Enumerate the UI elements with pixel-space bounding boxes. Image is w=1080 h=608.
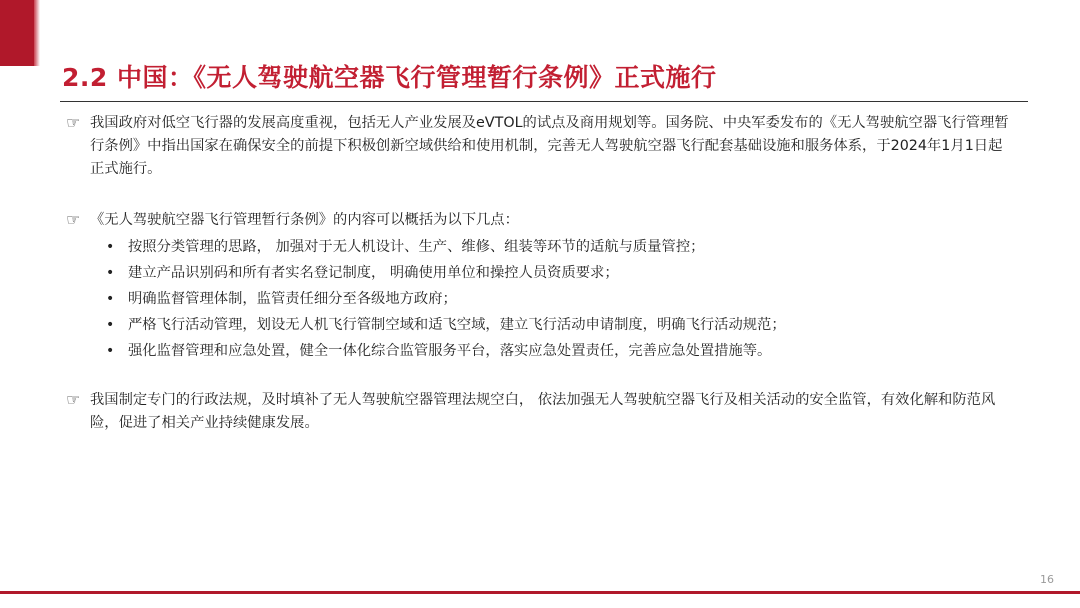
bullet-text: 明确监督管理体制，监管责任细分至各级地方政府； xyxy=(128,291,457,307)
bullet-dot: • xyxy=(106,239,115,255)
corner-accent-fade xyxy=(34,0,40,66)
bullet-item xyxy=(66,312,1016,338)
section-paragraph: 我国制定专门的行政法规，及时填补了无人驾驶航空器管理法规空白， 依法加强无人驾驶航空器飞行及相关活动的安全监管，有效化解和防范风险，促进了相关产业持续健康发展。 xyxy=(90,392,996,431)
bullet-text: 严格飞行活动管理，划设无人机飞行管制空域和适飞空域，建立飞行活动申请制度，明确飞行活动规范； xyxy=(128,317,786,333)
bullet-item xyxy=(66,338,1016,364)
bullet-text: 强化监督管理和应急处置，健全一体化综合监管服务平台，落实应急处置责任，完善应急处置措施等。 xyxy=(128,343,772,359)
section-conclusion xyxy=(66,389,1016,435)
footer-bar xyxy=(0,591,1080,594)
section-policy-overview xyxy=(66,112,1016,181)
bullet-dot: • xyxy=(106,343,115,359)
page-title: 2.2 中国：《无人驾驶航空器飞行管理暂行条例》正式施行 xyxy=(62,63,717,92)
bullet-item xyxy=(66,286,1016,312)
bullet-text: 按照分类管理的思路， 加强对于无人机设计、生产、维修、组装等环节的适航与质量管控； xyxy=(128,239,705,255)
pointing-hand-icon: ☞ xyxy=(66,390,81,409)
pointing-hand-icon: ☞ xyxy=(66,113,81,132)
bullet-item xyxy=(66,234,1016,260)
bullet-item xyxy=(66,260,1016,286)
pointing-hand-icon: ☞ xyxy=(66,210,81,229)
section-paragraph: 我国政府对低空飞行器的发展高度重视，包括无人产业发展及eVTOL的试点及商用规划等。国务院、中央军委发布的《无人驾驶航空器飞行管理暂行条例》中指出国家在确保安全的前提下积极创新空域供给和使用机制，完善无人驾驶航空器飞行配套基础设施和服务体系，于2024年1月1日起正式施行。 xyxy=(90,115,1009,177)
bullet-dot: • xyxy=(106,291,115,307)
bullet-text: 建立产品识别码和所有者实名登记制度， 明确使用单位和操控人员资质要求； xyxy=(128,265,619,281)
section-regulation-points xyxy=(66,209,1016,364)
bullet-dot: • xyxy=(106,317,115,333)
page-number: 16 xyxy=(1040,573,1054,586)
bullet-dot: • xyxy=(106,265,115,281)
title-divider xyxy=(60,101,1028,102)
section-intro: 《无人驾驶航空器飞行管理暂行条例》的内容可以概括为以下几点： xyxy=(90,212,519,228)
bullet-list xyxy=(66,234,1016,364)
corner-accent-bar xyxy=(0,0,34,66)
